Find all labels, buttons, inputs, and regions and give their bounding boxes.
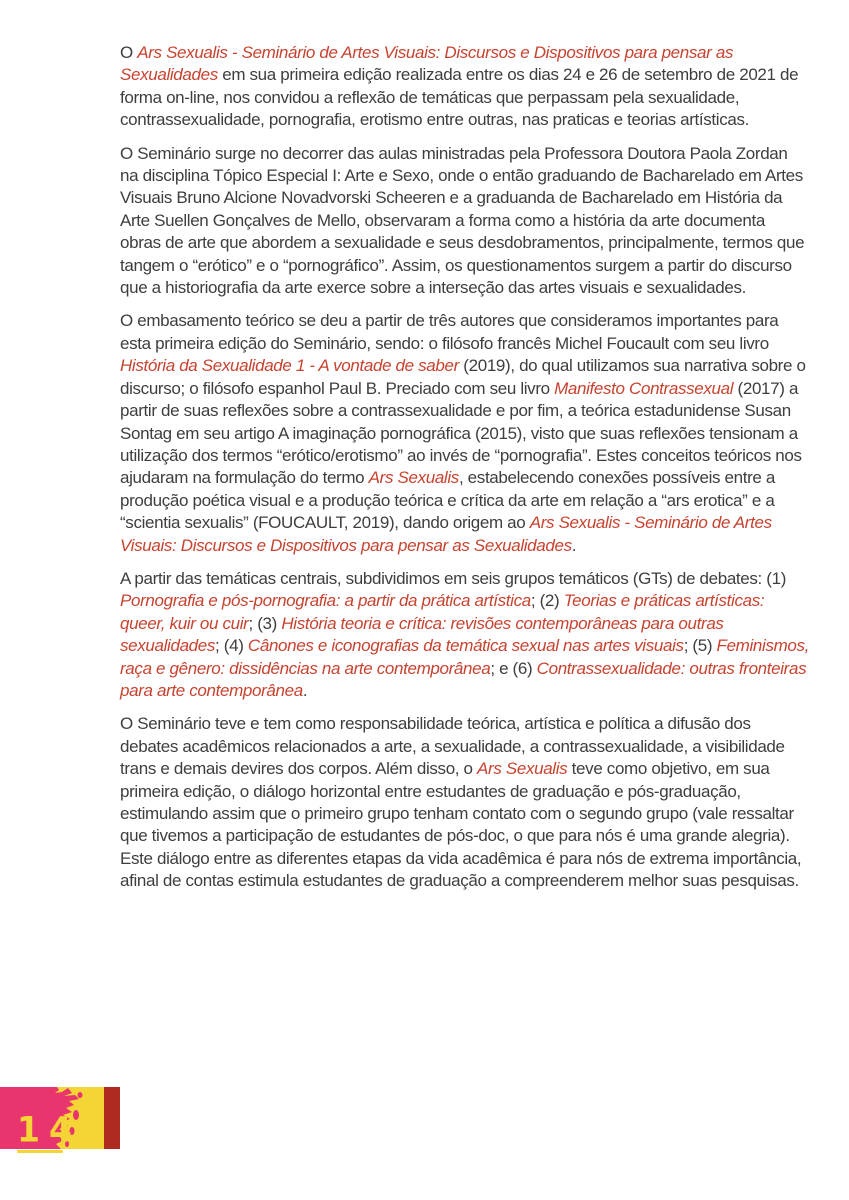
paragraph [120, 42, 810, 132]
highlighted-title-text: Manifesto Contrassexual [554, 378, 734, 398]
body-text: em sua primeira edição realizada entre os dias 24 e 26 de setembro de 2021 de forma on-line, nos convidou a reflexão de temáticas que perpassam pela sexualidade, contrassexualidade, pornografia, erotismo entre outras, nas praticas e teorias artísticas. [120, 65, 799, 130]
body-text: ; (2) [530, 591, 564, 611]
page-footer [0, 1087, 140, 1162]
highlighted-title-text: Feminismos, raça e gênero: dissidências na arte contemporânea [120, 636, 810, 678]
paragraph [120, 568, 810, 702]
body-text: ; (4) [215, 636, 248, 656]
highlighted-title-text: Ars Sexualis [368, 468, 459, 488]
body-text: ; (5) [683, 636, 717, 656]
highlighted-title-text: Cânones e iconografias da temática sexual nas artes visuais [247, 636, 684, 656]
body-text: , estabelecendo conexões possíveis entre a produção poética visual e a produção teórica e crítica da arte em relação a “ars erotica” e a “scientia sexualis” (FOUCAULT, 2019), dando origem ao [120, 468, 776, 533]
dark-red-band [104, 1087, 120, 1149]
body-text: O Seminário teve e tem como responsabilidade teórica, artística e política a difusão dos debates acadêmicos relacionados a arte, a sexualidade, a contrassexualidade, a visibilidade trans e demais devires dos corpos. Além disso, o [120, 714, 785, 779]
body-text: O [120, 43, 138, 62]
highlighted-title-text: História teoria e crítica: revisões contemporâneas para outras sexualidades [120, 613, 724, 656]
body-text: teve como objetivo, em sua primeira edição, o diálogo horizontal entre estudantes de graduação e pós-graduação, estimulando assim que o primeiro grupo tenham contato com o segundo grupo (vale ressaltar que tivemos a participação de estudantes de pós-doc, o que para nós é uma grande alegria). Este diálogo entre as diferentes etapas da vida acadêmica é para nós de extrema importância, afinal de contas estimula estudantes de graduação a compreenderem melhor suas pesquisas. [120, 759, 802, 891]
body-text: (2017) a partir de suas reflexões sobre a contrassexualidade e por fim, a teórica estadunidense Susan Sontag em seu artigo A imaginação pornográfica (2015), visto que suas reflexões tensionam a utilização dos termos “erótico/erotismo” ao invés de “pornografia”. Estes conceitos teóricos nos ajudaram na formulação do termo [120, 378, 802, 488]
body-text: O embasamento teórico se deu a partir de três autores que consideramos importantes para esta primeira edição do Seminário, sendo: o filósofo francês Michel Foucault com seu livro [120, 311, 779, 353]
paragraph [120, 143, 810, 300]
body-text: . [571, 535, 577, 555]
paragraph [120, 713, 810, 892]
highlighted-title-text: Contrassexualidade: outras fronteiras para arte contemporânea [120, 658, 807, 700]
highlighted-title-text: Ars Sexualis - Seminário de Artes Visuais: Discursos e Dispositivos para pensar as Sexualidades [120, 513, 772, 555]
body-text: ; e (6) [490, 658, 537, 678]
body-text-column [120, 42, 810, 904]
highlighted-title-text: Ars Sexualis - Seminário de Artes Visuais: Discursos e Dispositivos para pensar as Sexualidades [120, 43, 734, 85]
highlighted-title-text: Teorias e práticas artísticas: queer, kuir ou cuir [120, 591, 765, 633]
paragraph [120, 310, 810, 556]
highlighted-title-text: Ars Sexualis [477, 759, 568, 779]
body-text: A partir das temáticas centrais, subdividimos em seis grupos temáticos (GTs) de debates: (1) [120, 568, 787, 588]
highlighted-title-text: História da Sexualidade 1 - A vontade de saber [120, 356, 459, 376]
body-text: (2019), do qual utilizamos sua narrativa sobre o discurso; o filósofo espanhol Paul B. Preciado com seu livro [120, 356, 806, 398]
body-text: . [302, 680, 308, 700]
body-text: O Seminário surge no decorrer das aulas ministradas pela Professora Doutora Paola Zordan na disciplina Tópico Especial I: Arte e Sexo, onde o então graduando de Bacharelado em Artes Visuais Bruno Alcione Novadvorski Scheeren e a graduanda de Bacharelado em História da Arte Suellen Gonçalves de Mello, observaram a forma como a história da arte documenta obras de arte que abordem a sexualidade e seus desdobramentos, principalmente, termos que tangem o “erótico” e o “pornográfico”. Assim, os questionamentos surgem a partir do discurso que a historiografia da arte exerce sobre a interseção das artes visuais e sexualidades. [120, 143, 805, 298]
body-text: ; (3) [248, 613, 282, 633]
paint-speck [78, 1092, 83, 1098]
page-number: 14 [17, 1109, 81, 1150]
highlighted-title-text: Pornografia e pós-pornografia: a partir da prática artística [120, 591, 531, 611]
page-number-underline [17, 1150, 63, 1153]
